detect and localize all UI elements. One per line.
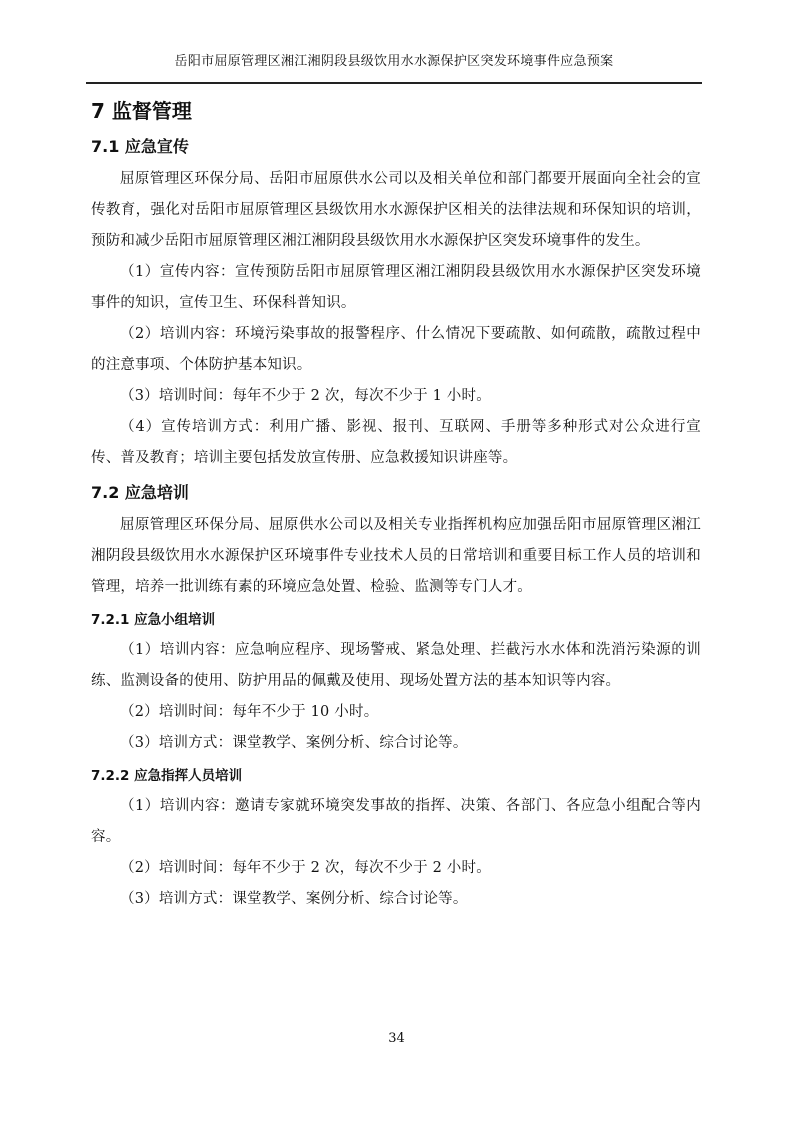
- subsection-title-7-2-2: 7.2.2 应急指挥人员培训: [91, 768, 243, 784]
- list-item: （2）培训时间：每年不少于 10 小时。: [120, 704, 379, 720]
- list-item: （1）培训内容：邀请专家就环境突发事故的指挥、决策、各部门、各应急小组配合等内容。: [91, 798, 701, 845]
- list-item: （1）宣传内容：宣传预防岳阳市屈原管理区湘江湘阴段县级饮用水水源保护区突发环境事件的知识，宣传卫生、环保科普知识。: [91, 264, 701, 311]
- section-title-7-2: 7.2 应急培训: [91, 483, 189, 502]
- paragraph: 屈原管理区环保分局、岳阳市屈原供水公司以及相关单位和部门都要开展面向全社会的宣传教育，强化对岳阳市屈原管理区县级饮用水水源保护区相关的法律法规和环保知识的培训，预防和减少岳阳市屈原管理区湘江湘阴段县级饮用水水源保护区突发环境事件的发生。: [91, 171, 701, 249]
- running-header: 岳阳市屈原管理区湘江湘阴段县级饮用水水源保护区突发环境事件应急预案: [174, 54, 614, 69]
- page-body: [91, 94, 701, 915]
- list-item: （4）宣传培训方式：利用广播、影视、报刊、互联网、手册等多种形式对公众进行宣传、普及教育；培训主要包括发放宣传册、应急救援知识讲座等。: [91, 419, 701, 466]
- list-item: （2）培训内容：环境污染事故的报警程序、什么情况下要疏散、如何疏散，疏散过程中的注意事项、个体防护基本知识。: [91, 326, 701, 373]
- list-item: （3）培训时间：每年不少于 2 次，每次不少于 1 小时。: [120, 388, 491, 404]
- header-rule: [86, 82, 702, 84]
- subsection-title-7-2-1: 7.2.1 应急小组培训: [91, 612, 216, 628]
- list-item: （3）培训方式：课堂教学、案例分析、综合讨论等。: [120, 735, 468, 751]
- page-number: 34: [388, 1031, 405, 1046]
- section-title-7-1: 7.1 应急宣传: [91, 137, 189, 156]
- paragraph: 屈原管理区环保分局、屈原供水公司以及相关专业指挥机构应加强岳阳市屈原管理区湘江湘阴段县级饮用水水源保护区环境事件专业技术人员的日常培训和重要目标工作人员的培训和管理，培养一批训练有素的环境应急处置、检验、监测等专门人才。: [91, 517, 701, 595]
- list-item: （2）培训时间：每年不少于 2 次，每次不少于 2 小时。: [120, 860, 491, 876]
- chapter-title: 7 监督管理: [91, 99, 192, 123]
- list-item: （3）培训方式：课堂教学、案例分析、综合讨论等。: [120, 891, 468, 907]
- list-item: （1）培训内容：应急响应程序、现场警戒、紧急处理、拦截污水水体和洗消污染源的训练、监测设备的使用、防护用品的佩戴及使用、现场处置方法的基本知识等内容。: [91, 642, 701, 689]
